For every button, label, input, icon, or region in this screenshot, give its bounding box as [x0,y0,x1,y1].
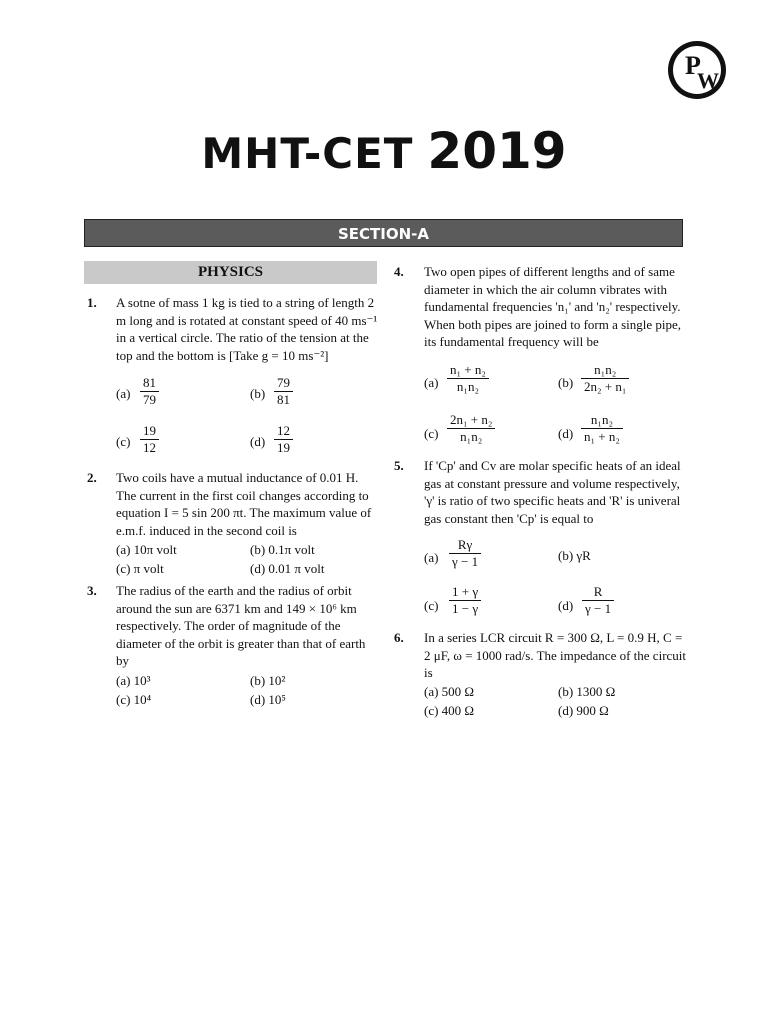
option-label: (a) [116,386,131,401]
option-6b: (b) 1300 Ω [558,684,616,699]
option-1c-fraction [140,423,159,456]
denominator: 2n₂ + n₁ [581,378,629,395]
option-label: (d) [558,598,574,613]
numerator: Rγ [457,537,473,552]
question-number: 1. [87,295,97,310]
option-3d: (d) 10⁵ [250,692,286,707]
option-6a: (a) 500 Ω [424,684,475,699]
page-title [0,122,768,180]
denominator: 19 [274,439,293,456]
option-6d: (d) 900 Ω [558,703,609,718]
option-2a: (a) 10π volt [116,542,177,557]
option-2c: (c) π volt [116,561,164,576]
question-number: 3. [87,583,97,598]
denominator: 81 [274,391,293,408]
option-5a-fraction [449,537,481,570]
exam-name: MHT-CET [201,129,414,178]
question-4-text: Two open pipes of different lengths and of same diameter in which the air column vibrates with fundamental frequencies 'n₁' and 'n₂' respectively. When both pipes are joined to form a single pipe, its fundamental frequency will be [424,264,682,349]
denominator: n₁n₂ [447,428,495,445]
numerator: 2n₁ + n₂ [450,412,493,427]
option-3c: (c) 10⁴ [116,692,152,707]
question-number: 2. [87,470,97,485]
option-label: (a) [424,375,439,390]
denominator: 1 − γ [449,600,481,617]
denominator: 79 [140,391,159,408]
option-3b: (b) 10² [250,673,286,688]
pw-logo-inner [673,46,721,94]
numerator: 19 [143,423,156,438]
question-number: 6. [394,630,404,645]
option-1b-fraction [274,375,293,408]
denominator: γ − 1 [582,600,614,617]
option-5b: (b) γR [558,548,591,563]
option-label: (b) [558,375,574,390]
question-number: 4. [394,264,404,279]
denominator: n₁ + n₂ [581,428,623,445]
question-5-text: If 'Cp' and Cv are molar specific heats of an ideal gas at constant pressure and volume respectively, 'γ' is ratio of two specific heats and 'R' is univeral gas constant then 'Cp' is equal to [424,458,681,526]
question-6-text: In a series LCR circuit R = 300 Ω, L = 0.9 H, C = 2 μF, ω = 1000 rad/s. The impedance of the circuit is [424,630,687,680]
section-header: SECTION-A [84,219,683,247]
subject-header: PHYSICS [84,261,377,284]
pw-logo [668,41,726,99]
logo-letter-p: P [685,51,701,80]
numerator: 81 [143,375,156,390]
denominator: 12 [140,439,159,456]
question-2-text: Two coils have a mutual inductance of 0.01 H. The current in the first coil changes according to equation I = 5 sin 200 πt. The maximum value of e.m.f. induced in the second coil is [116,470,372,538]
option-4a-fraction [447,362,489,395]
option-4d-fraction [581,412,623,445]
question-number: 5. [394,458,404,473]
numerator: 1 + γ [452,584,479,599]
question-3-text: The radius of the earth and the radius of orbit around the sun are 6371 km and 149 × 10⁶ km respectively. The order of magnitude of the diameter of the orbit is greater than that of earth by [116,583,366,668]
option-label: (d) [558,426,574,441]
logo-letter-w: W [697,68,719,93]
option-label: (b) [250,386,266,401]
denominator: γ − 1 [449,553,481,570]
option-label: (a) [424,550,439,565]
option-3a: (a) 10³ [116,673,151,688]
option-2d: (d) 0.01 π volt [250,561,325,576]
option-5c-fraction [449,584,481,617]
numerator: 12 [277,423,290,438]
option-label: (c) [424,426,439,441]
option-4c-fraction [447,412,495,445]
question-1-text: A sotne of mass 1 kg is tied to a string of length 2 m long and is rotated at constant speed of 40 ms⁻¹ in a vertical circle. The ratio of the tension at the top and the bottom is [Take g = 10 ms⁻²] [116,295,378,363]
option-label: (c) [424,598,439,613]
exam-year: 2019 [427,122,567,180]
numerator: n₁ + n₂ [450,362,486,377]
denominator: n₁n₂ [447,378,489,395]
option-4b-fraction [581,362,629,395]
numerator: n₁n₂ [590,412,613,427]
option-1a-fraction [140,375,159,408]
option-6c: (c) 400 Ω [424,703,475,718]
numerator: n₁n₂ [594,362,617,377]
numerator: R [593,584,603,599]
option-1d-fraction [274,423,293,456]
option-2b: (b) 0.1π volt [250,542,315,557]
option-label: (d) [250,434,266,449]
numerator: 79 [277,375,290,390]
option-label: (c) [116,434,131,449]
option-5d-fraction [582,584,614,617]
